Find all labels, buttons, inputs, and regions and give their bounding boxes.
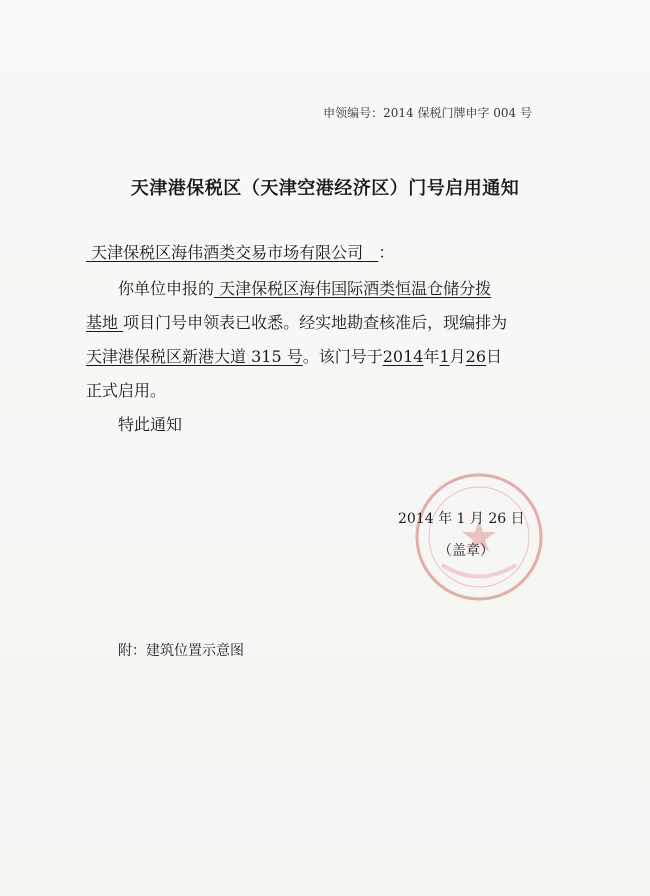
body-middle: 项目门号申领表已收悉。经实地勘查核准后，现编排为 (123, 313, 508, 332)
issue-date: 2014 年 1 月 26 日 (398, 511, 525, 527)
effective-year: 2014 (382, 347, 424, 366)
effective-prefix: 。该门号于 (302, 347, 383, 366)
seal-note: （盖章） (438, 543, 494, 559)
assigned-address: 天津港保税区新港大道 315 号 (86, 347, 303, 366)
year-unit: 年 (423, 347, 440, 366)
body-line-4: 正式启用。 (86, 381, 167, 400)
project-name-part1: 天津保税区海伟国际酒类恒温仓储分拨 (219, 279, 492, 298)
document-title: 天津港保税区（天津空港经济区）门号启用通知 (130, 178, 520, 199)
effective-month: 1 (439, 347, 450, 366)
body-prefix: 你单位申报的 (118, 279, 215, 298)
month-unit: 月 (449, 347, 466, 366)
recipient-line (86, 236, 556, 270)
body-line-2 (86, 306, 556, 340)
day-unit: 日 (486, 347, 503, 366)
reference-number: 申领编号：2014 保税门牌申字 004 号 (323, 106, 532, 120)
effective-day: 26 (465, 347, 487, 366)
project-name-part2: 基地 (86, 313, 119, 332)
body-line-1 (118, 272, 588, 306)
seal-texture (442, 565, 516, 577)
recipient-name: 天津保税区海伟酒类交易市场有限公司 (91, 243, 364, 262)
attachment-note: 附：建筑位置示意图 (118, 643, 244, 659)
closing-text: 特此通知 (118, 415, 183, 434)
recipient-suffix: ： (378, 243, 395, 262)
official-seal-stamp (412, 470, 546, 604)
body-line-3 (86, 340, 556, 374)
